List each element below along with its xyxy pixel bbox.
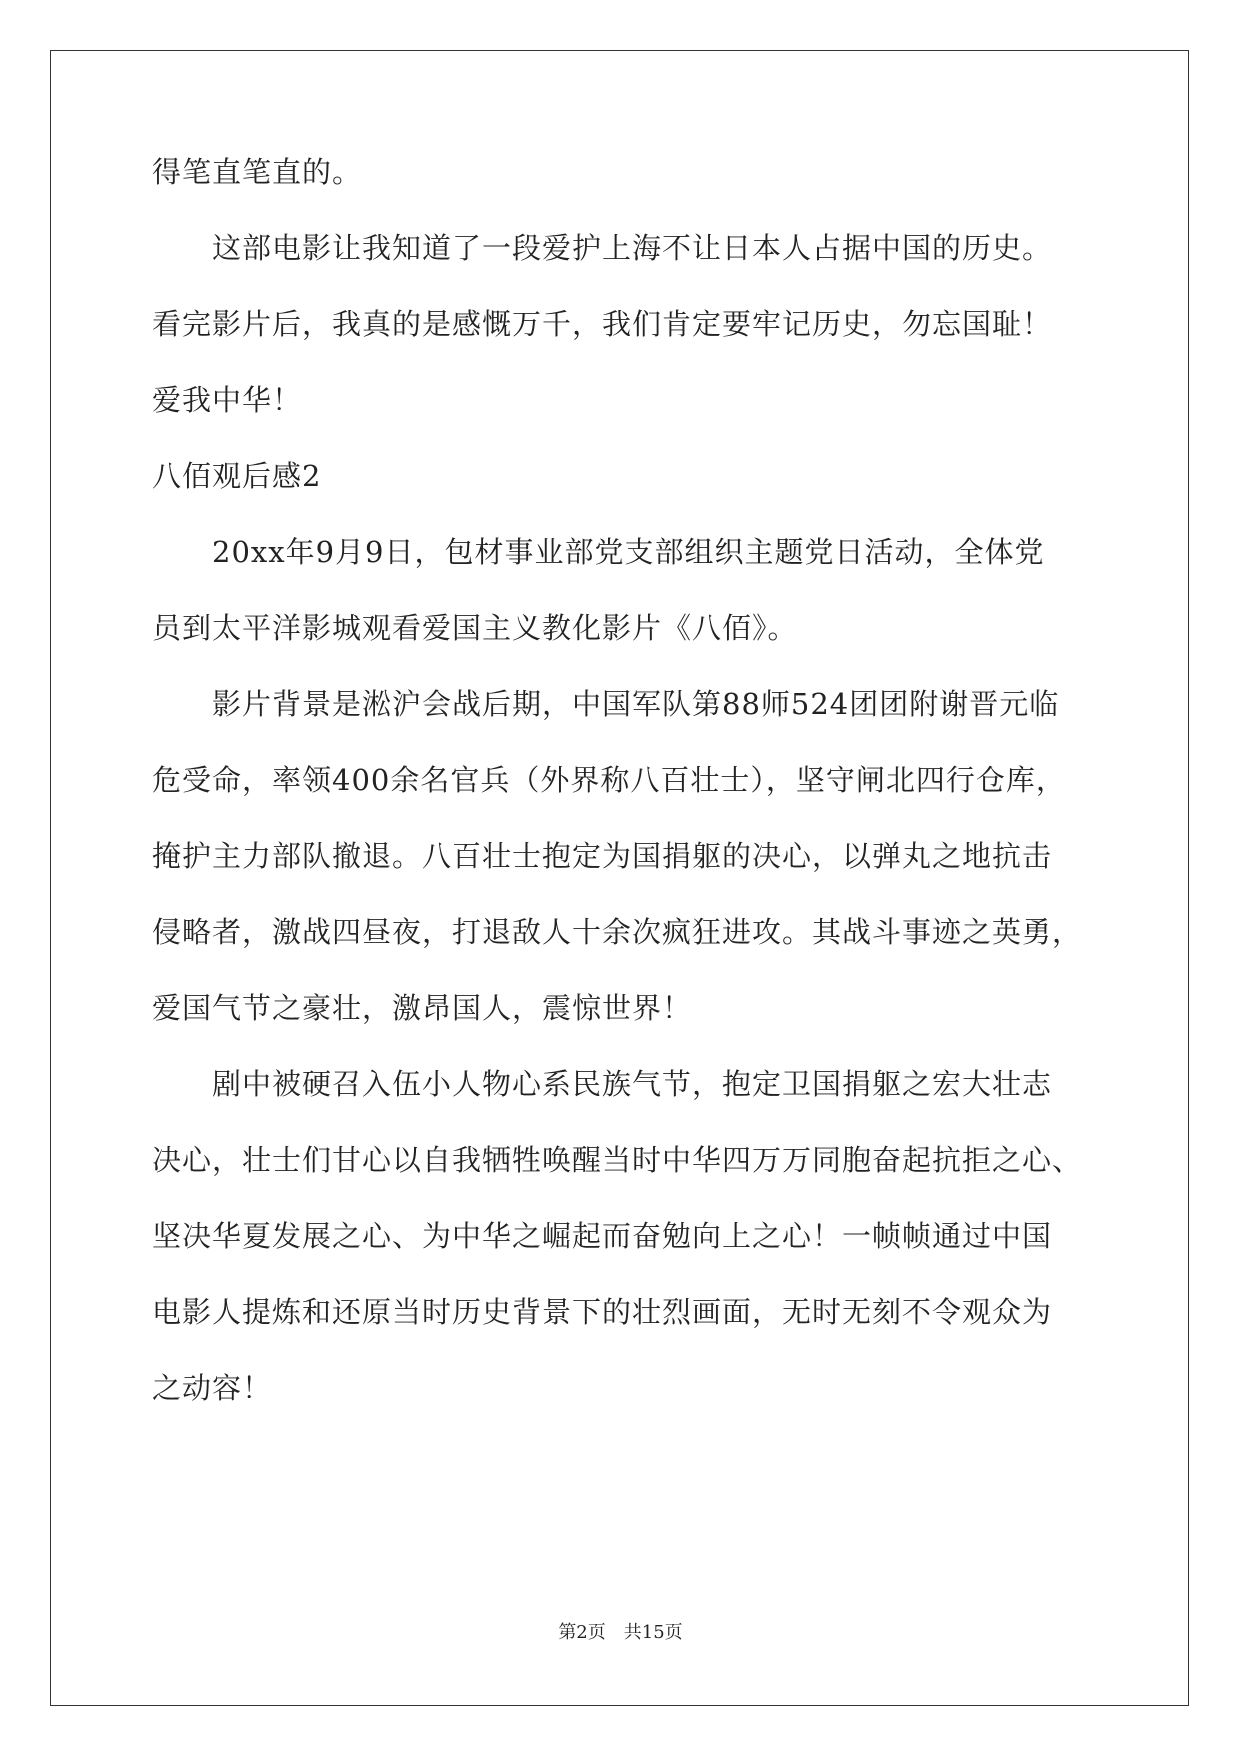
text-line: 爱我中华！ <box>152 383 303 417</box>
paragraph-line: 影片背景是淞沪会战后期，中国军队第88师524团团附谢晋元临 <box>212 687 1060 721</box>
page-footer <box>0 1621 1241 1645</box>
page-border <box>50 50 1189 1706</box>
text-line: 坚决华夏发展之心、为中华之崛起而奋勉向上之心！一帧帧通过中国 <box>152 1219 1053 1253</box>
paragraph-line: 这部电影让我知道了一段爱护上海不让日本人占据中国的历史。 <box>212 231 1053 265</box>
text-line: 看完影片后，我真的是感慨万千，我们肯定要牢记历史，勿忘国耻！ <box>152 307 1053 341</box>
text-line: 决心，壮士们甘心以自我牺牲唤醒当时中华四万万同胞奋起抗拒之心、 <box>152 1143 1083 1177</box>
paragraph-line: 剧中被硬召入伍小人物心系民族气节，抱定卫国捐躯之宏大壮志 <box>212 1067 1053 1101</box>
text-line: 侵略者，激战四昼夜，打退敌人十余次疯狂进攻。其战斗事迹之英勇， <box>152 915 1083 949</box>
text-line: 危受命，率领400余名官兵（外界称八百壮士），坚守闸北四行仓库， <box>152 763 1066 797</box>
page-total: 共15页 <box>623 1622 683 1643</box>
paragraph-line: 20xx年9月9日，包材事业部党支部组织主题党日活动，全体党 <box>212 535 1045 569</box>
text-line: 掩护主力部队撤退。八百壮士抱定为国捐躯的决心，以弹丸之地抗击 <box>152 839 1053 873</box>
page-number: 第2页 <box>558 1622 606 1643</box>
text-line: 之动容！ <box>152 1371 273 1405</box>
text-line: 得笔直笔直的。 <box>152 155 363 189</box>
text-line: 电影人提炼和还原当时历史背景下的壮烈画面，无时无刻不令观众为 <box>152 1295 1053 1329</box>
section-heading: 八佰观后感2 <box>152 459 322 493</box>
text-line: 员到太平洋影城观看爱国主义教化影片《八佰》。 <box>152 611 798 645</box>
text-line: 爱国气节之豪壮，激昂国人，震惊世界！ <box>152 991 693 1025</box>
